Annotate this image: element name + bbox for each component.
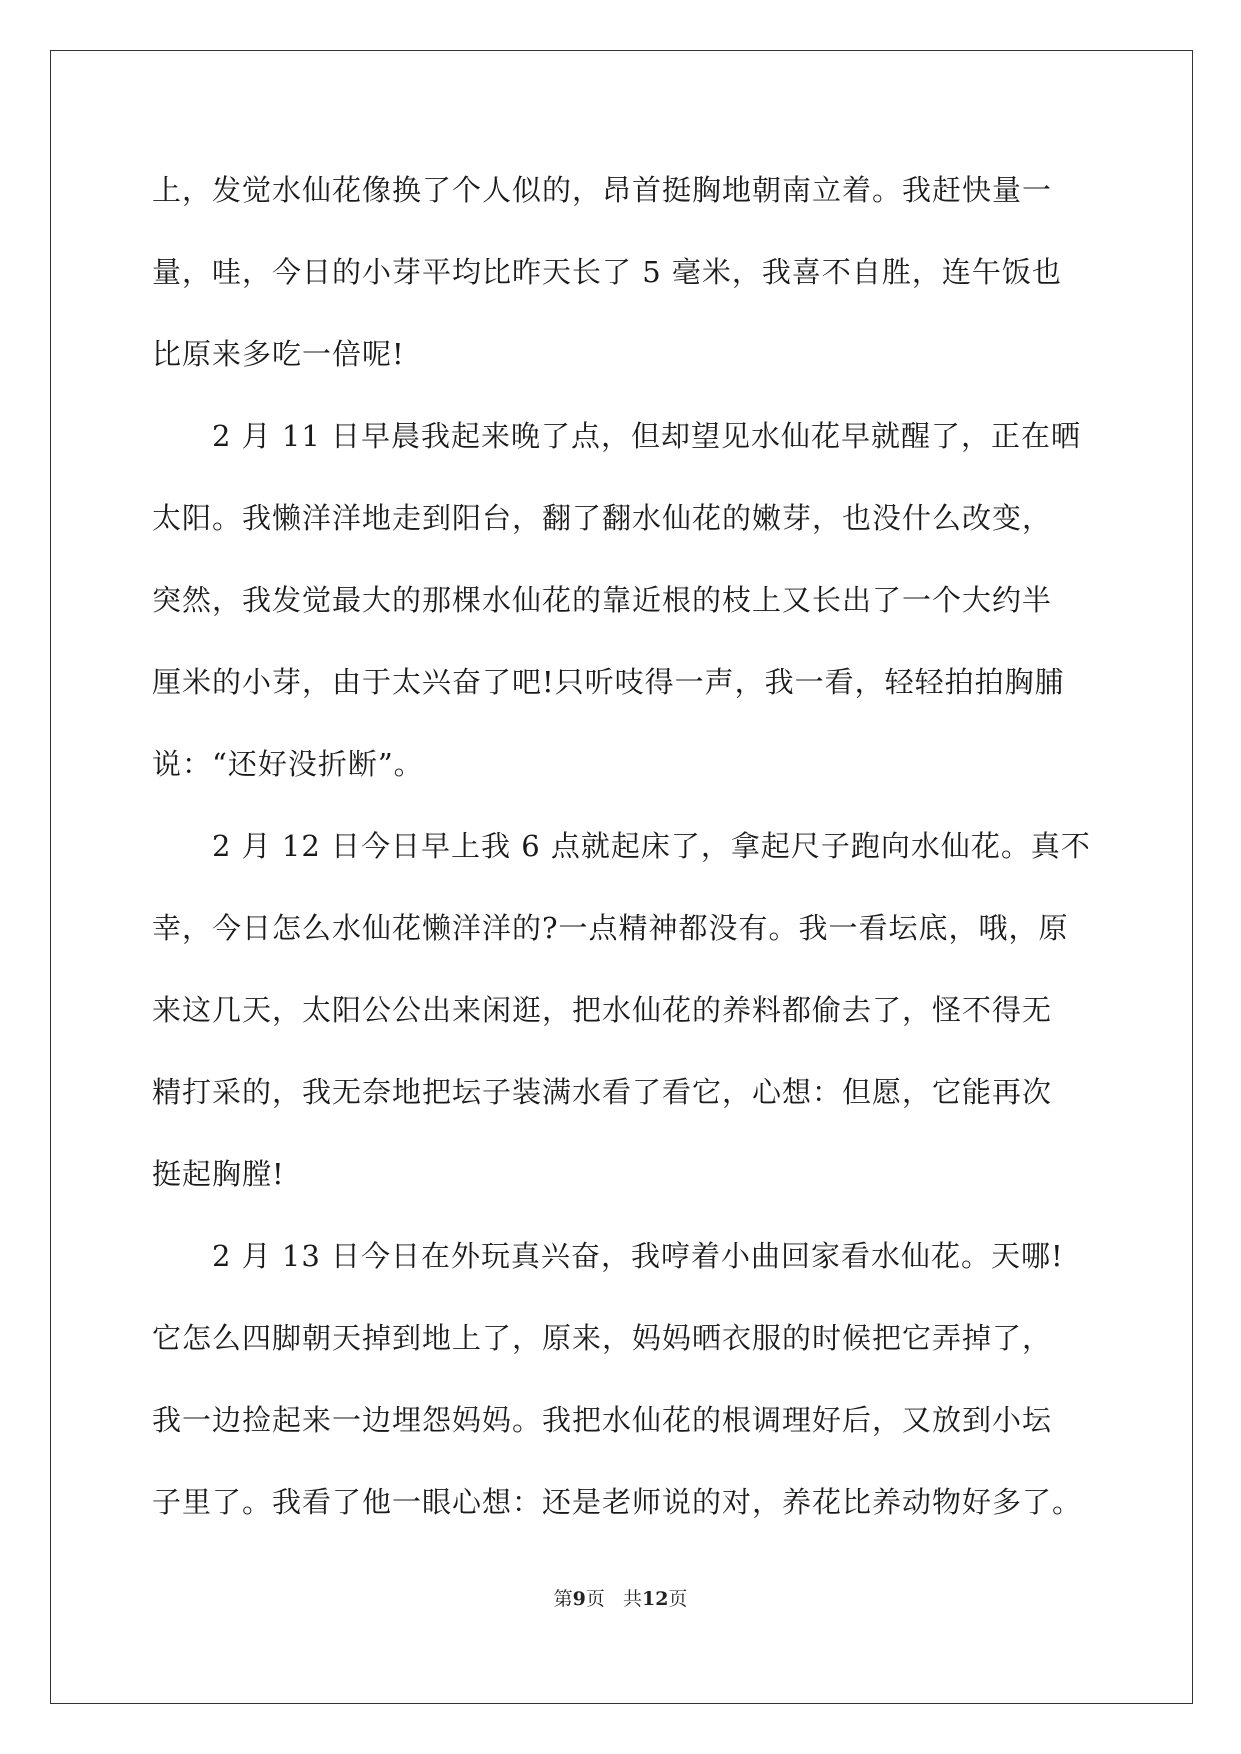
text-line: 我一边捡起来一边埋怨妈妈。我把水仙花的根调理好后，又放到小坛 [152, 1403, 1053, 1437]
text-line: 上，发觉水仙花像换了个人似的，昂首挺胸地朝南立着。我赶快量一 [152, 173, 1053, 207]
text-line: 厘米的小芽，由于太兴奋了吧!只听吱得一声，我一看，轻轻拍拍胸脯 [152, 665, 1065, 699]
page-footer [0, 1584, 1241, 1611]
text-line: 精打采的，我无奈地把坛子装满水看了看它，心想：但愿，它能再次 [152, 1075, 1053, 1109]
text-line: 它怎么四脚朝天掉到地上了，原来，妈妈晒衣服的时候把它弄掉了， [152, 1321, 1053, 1355]
text-line: 子里了。我看了他一眼心想：还是老师说的对，养花比养动物好多了。 [152, 1485, 1083, 1519]
text-line: 量，哇，今日的小芽平均比昨天长了 5 毫米，我喜不自胜，连午饭也 [152, 255, 1062, 289]
text-line: 突然，我发觉最大的那棵水仙花的靠近根的枝上又长出了一个大约半 [152, 583, 1053, 617]
text-line: 2 月 13 日今日在外玩真兴奋，我哼着小曲回家看水仙花。天哪! [152, 1239, 1064, 1273]
text-line: 说：“还好没折断”。 [152, 747, 424, 781]
text-line: 来这几天，太阳公公出来闲逛，把水仙花的养料都偷去了，怪不得无 [152, 993, 1053, 1027]
total-label-suffix: 页 [668, 1588, 688, 1610]
document-body [152, 160, 1096, 1554]
text-line: 挺起胸膛! [152, 1157, 285, 1191]
text-line: 2 月 12 日今日早上我 6 点就起床了，拿起尺子跑向水仙花。真不 [152, 829, 1091, 863]
page-number: 9 [572, 1588, 586, 1610]
total-label-prefix: 共 [622, 1588, 642, 1610]
total-pages: 12 [641, 1588, 669, 1610]
text-line: 2 月 11 日早晨我起来晚了点，但却望见水仙花早就醒了，正在晒 [152, 419, 1082, 453]
text-line: 比原来多吃一倍呢! [152, 337, 405, 371]
text-line: 太阳。我懒洋洋地走到阳台，翻了翻水仙花的嫩芽，也没什么改变， [152, 501, 1053, 535]
text-line: 幸，今日怎么水仙花懒洋洋的?一点精神都没有。我一看坛底，哦，原 [152, 911, 1069, 945]
page-label-suffix: 页 [585, 1588, 605, 1610]
page-label-prefix: 第 [553, 1588, 573, 1610]
